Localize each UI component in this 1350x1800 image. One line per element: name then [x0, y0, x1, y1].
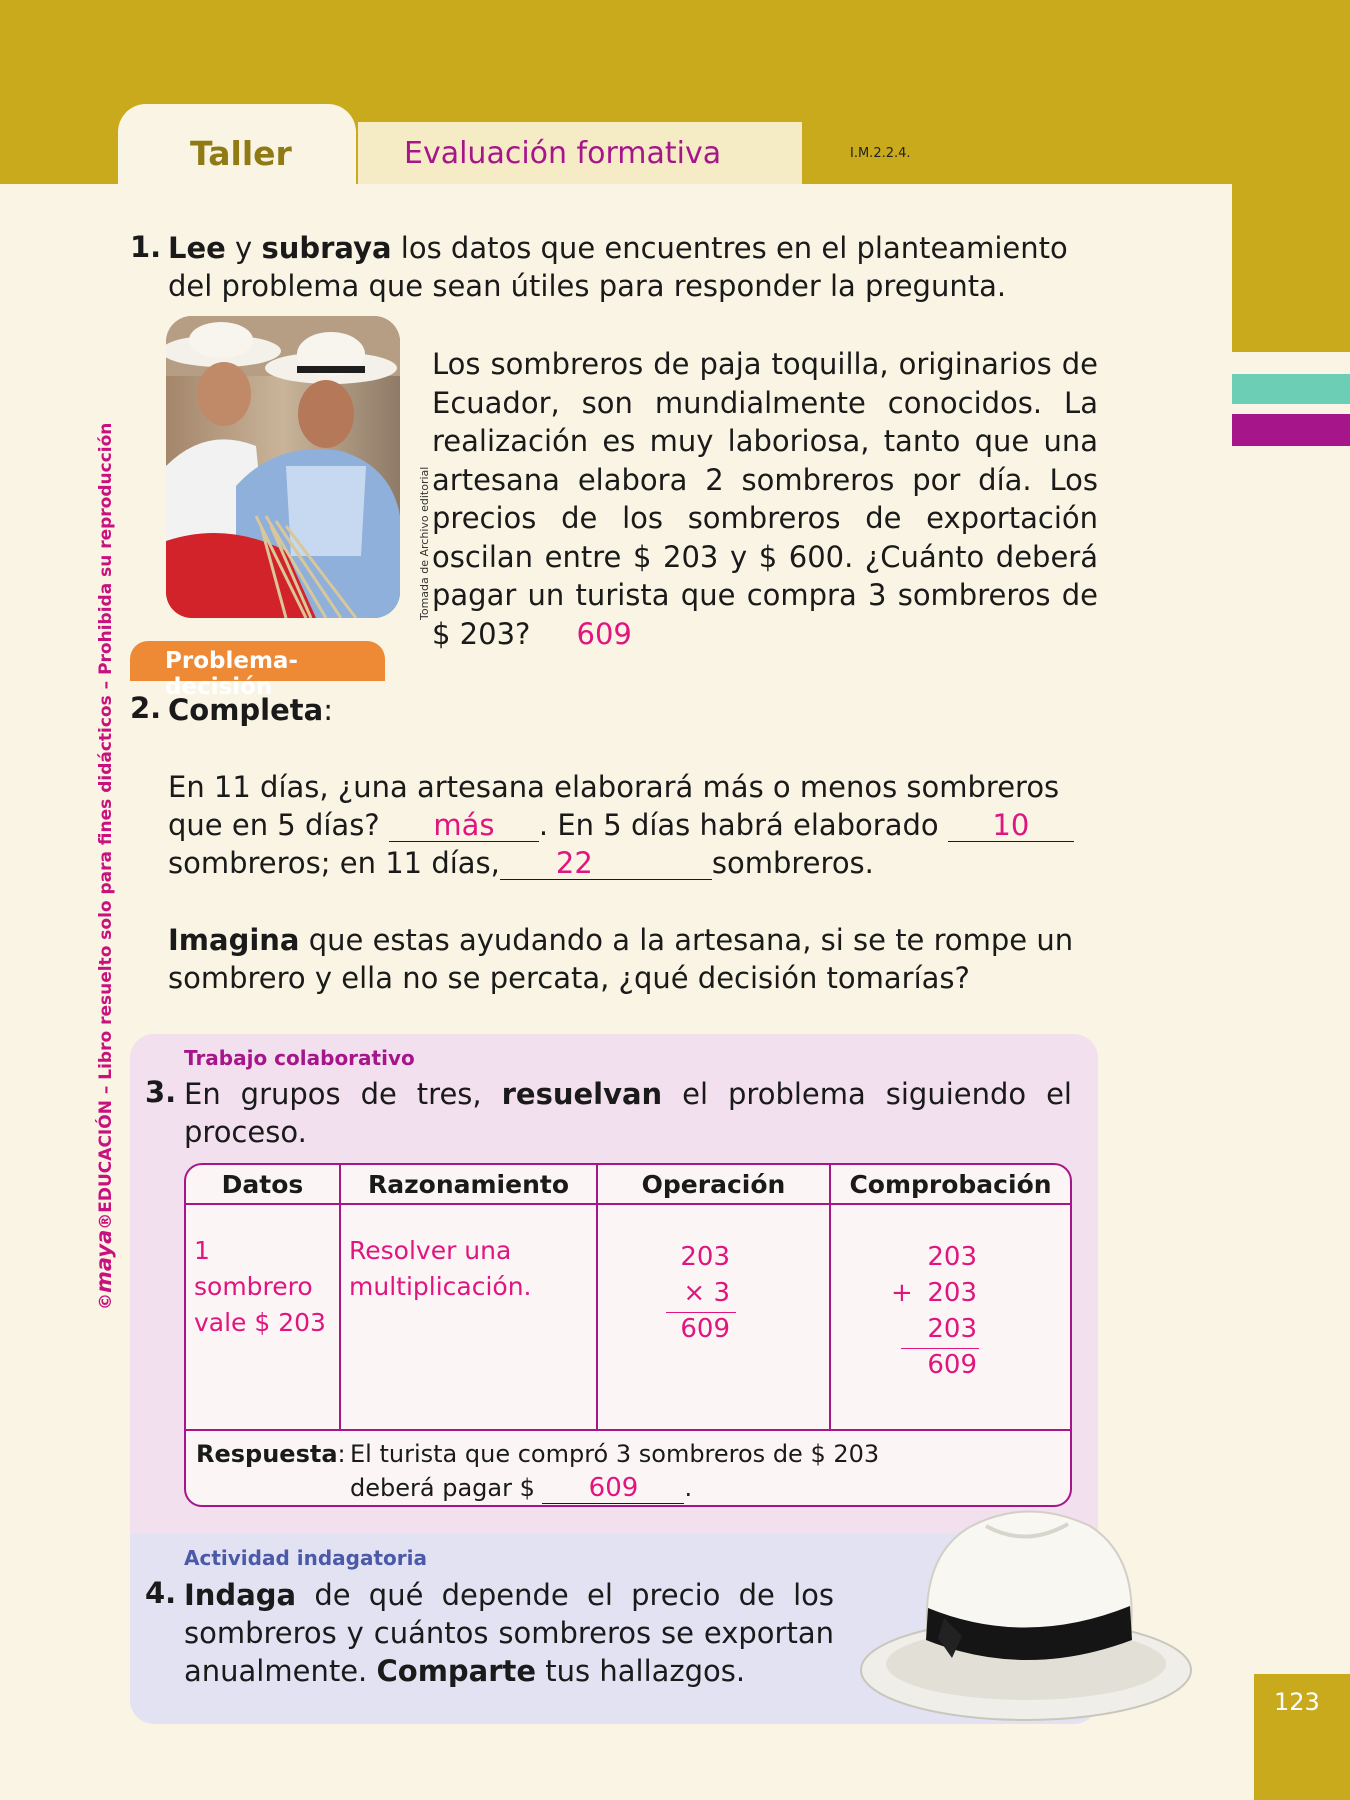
cell-operacion — [598, 1205, 831, 1431]
q2-line2: que en 5 días? más . En 5 días habrá elaborado 10 — [168, 806, 1100, 844]
q2-line1: En 11 días, ¿una artesana elaborará más o menos sombreros — [168, 770, 1060, 804]
tab-evaluacion — [358, 122, 802, 184]
header-comprobacion: Comprobación — [831, 1165, 1070, 1205]
header-datos: Datos — [186, 1165, 341, 1205]
plus-sign: + — [891, 1278, 913, 1308]
indicator-code: I.M.2.2.4. — [850, 146, 911, 161]
q1-number: 1. — [130, 230, 162, 264]
header-razonamiento: Razonamiento — [341, 1165, 598, 1205]
panama-hat-image — [858, 1488, 1194, 1724]
blank-mas[interactable]: más — [389, 809, 539, 842]
header-operacion: Operación — [598, 1165, 831, 1205]
op-multiplicand: 203 — [680, 1242, 730, 1272]
actividad-indagatoria-label: Actividad indagatoria — [184, 1546, 427, 1570]
process-table — [184, 1163, 1072, 1507]
page-number: 123 — [1274, 1688, 1320, 1716]
tab-evaluacion-label: Evaluación formativa — [404, 136, 722, 171]
op-multiplier: × 3 — [683, 1278, 730, 1308]
trabajo-colaborativo-label: Trabajo colaborativo — [184, 1046, 415, 1070]
q2-title: Completa: — [168, 693, 334, 727]
check-result: 609 — [927, 1350, 977, 1380]
problem-paragraph: Los sombreros de paja toquilla, originarios de Ecuador, son mundialmente conocidos. La realización es muy laboriosa, tanto que una artesana elabora 2 sombreros por día. Los precios de los sombreros de exportación oscilan entre $ 203 y $ 600. ¿Cuánto deberá pagar un turista que compra 3 sombreros de $ 203? 609 — [432, 347, 1098, 651]
q1-answer: 609 — [576, 616, 632, 651]
cell-comprobacion: + 203 203 203 609 — [831, 1205, 1070, 1431]
blank-10[interactable]: 10 — [948, 809, 1074, 842]
teal-stripe — [1232, 374, 1350, 404]
blank-22[interactable]: 22 — [500, 847, 712, 880]
q3-number: 3. — [145, 1075, 177, 1109]
q4-number: 4. — [145, 1576, 177, 1610]
blank-609[interactable]: 609 — [542, 1473, 684, 1504]
cell-razonamiento: Resolver una multiplicación. — [341, 1205, 598, 1431]
magenta-stripe — [1232, 414, 1350, 446]
page-number-box — [1254, 1674, 1350, 1800]
q2-number: 2. — [130, 691, 162, 725]
tab-taller-label: Taller — [190, 134, 292, 173]
brand-logo: maya — [92, 1229, 116, 1293]
artisans-photo — [166, 316, 400, 618]
right-band — [1232, 0, 1350, 352]
q1-instruction: Lee y subraya los datos que encuentres en el planteamiento del problema que sean útiles para responder la pregunta. — [168, 231, 1068, 303]
side-copyright: ©maya®EDUCACIÓN – Libro resuelto solo para fines didácticos – Prohibida su reproducción — [92, 422, 116, 1310]
badge-label: Problema-decisión — [165, 648, 298, 700]
problema-decision-badge — [130, 641, 385, 700]
respuesta-row: Respuesta: El turista que compró 3 sombreros de $ 203 deberá pagar $ 609 . — [196, 1440, 880, 1503]
cell-datos: 1 sombrero vale $ 203 — [186, 1205, 341, 1431]
q2-imagine: Imagina que estas ayudando a la artesana, si se te rompe un sombrero y ella no se percata, ¿qué decisión tomarías? — [168, 923, 1074, 995]
q2-line3: sombreros; en 11 días, 22 sombreros. — [168, 846, 874, 880]
tab-taller — [118, 104, 356, 184]
q4-instruction: Indaga de qué depende el precio de los sombreros y cuántos sombreros se exportan anualmente. Comparte tus hallazgos. — [184, 1578, 834, 1688]
photo-credit: Tomada de Archivo editorial — [418, 466, 431, 620]
op-result: 609 — [680, 1314, 730, 1344]
q3-instruction: En grupos de tres, resuelvan el problema siguiendo el proceso. — [184, 1077, 1072, 1149]
